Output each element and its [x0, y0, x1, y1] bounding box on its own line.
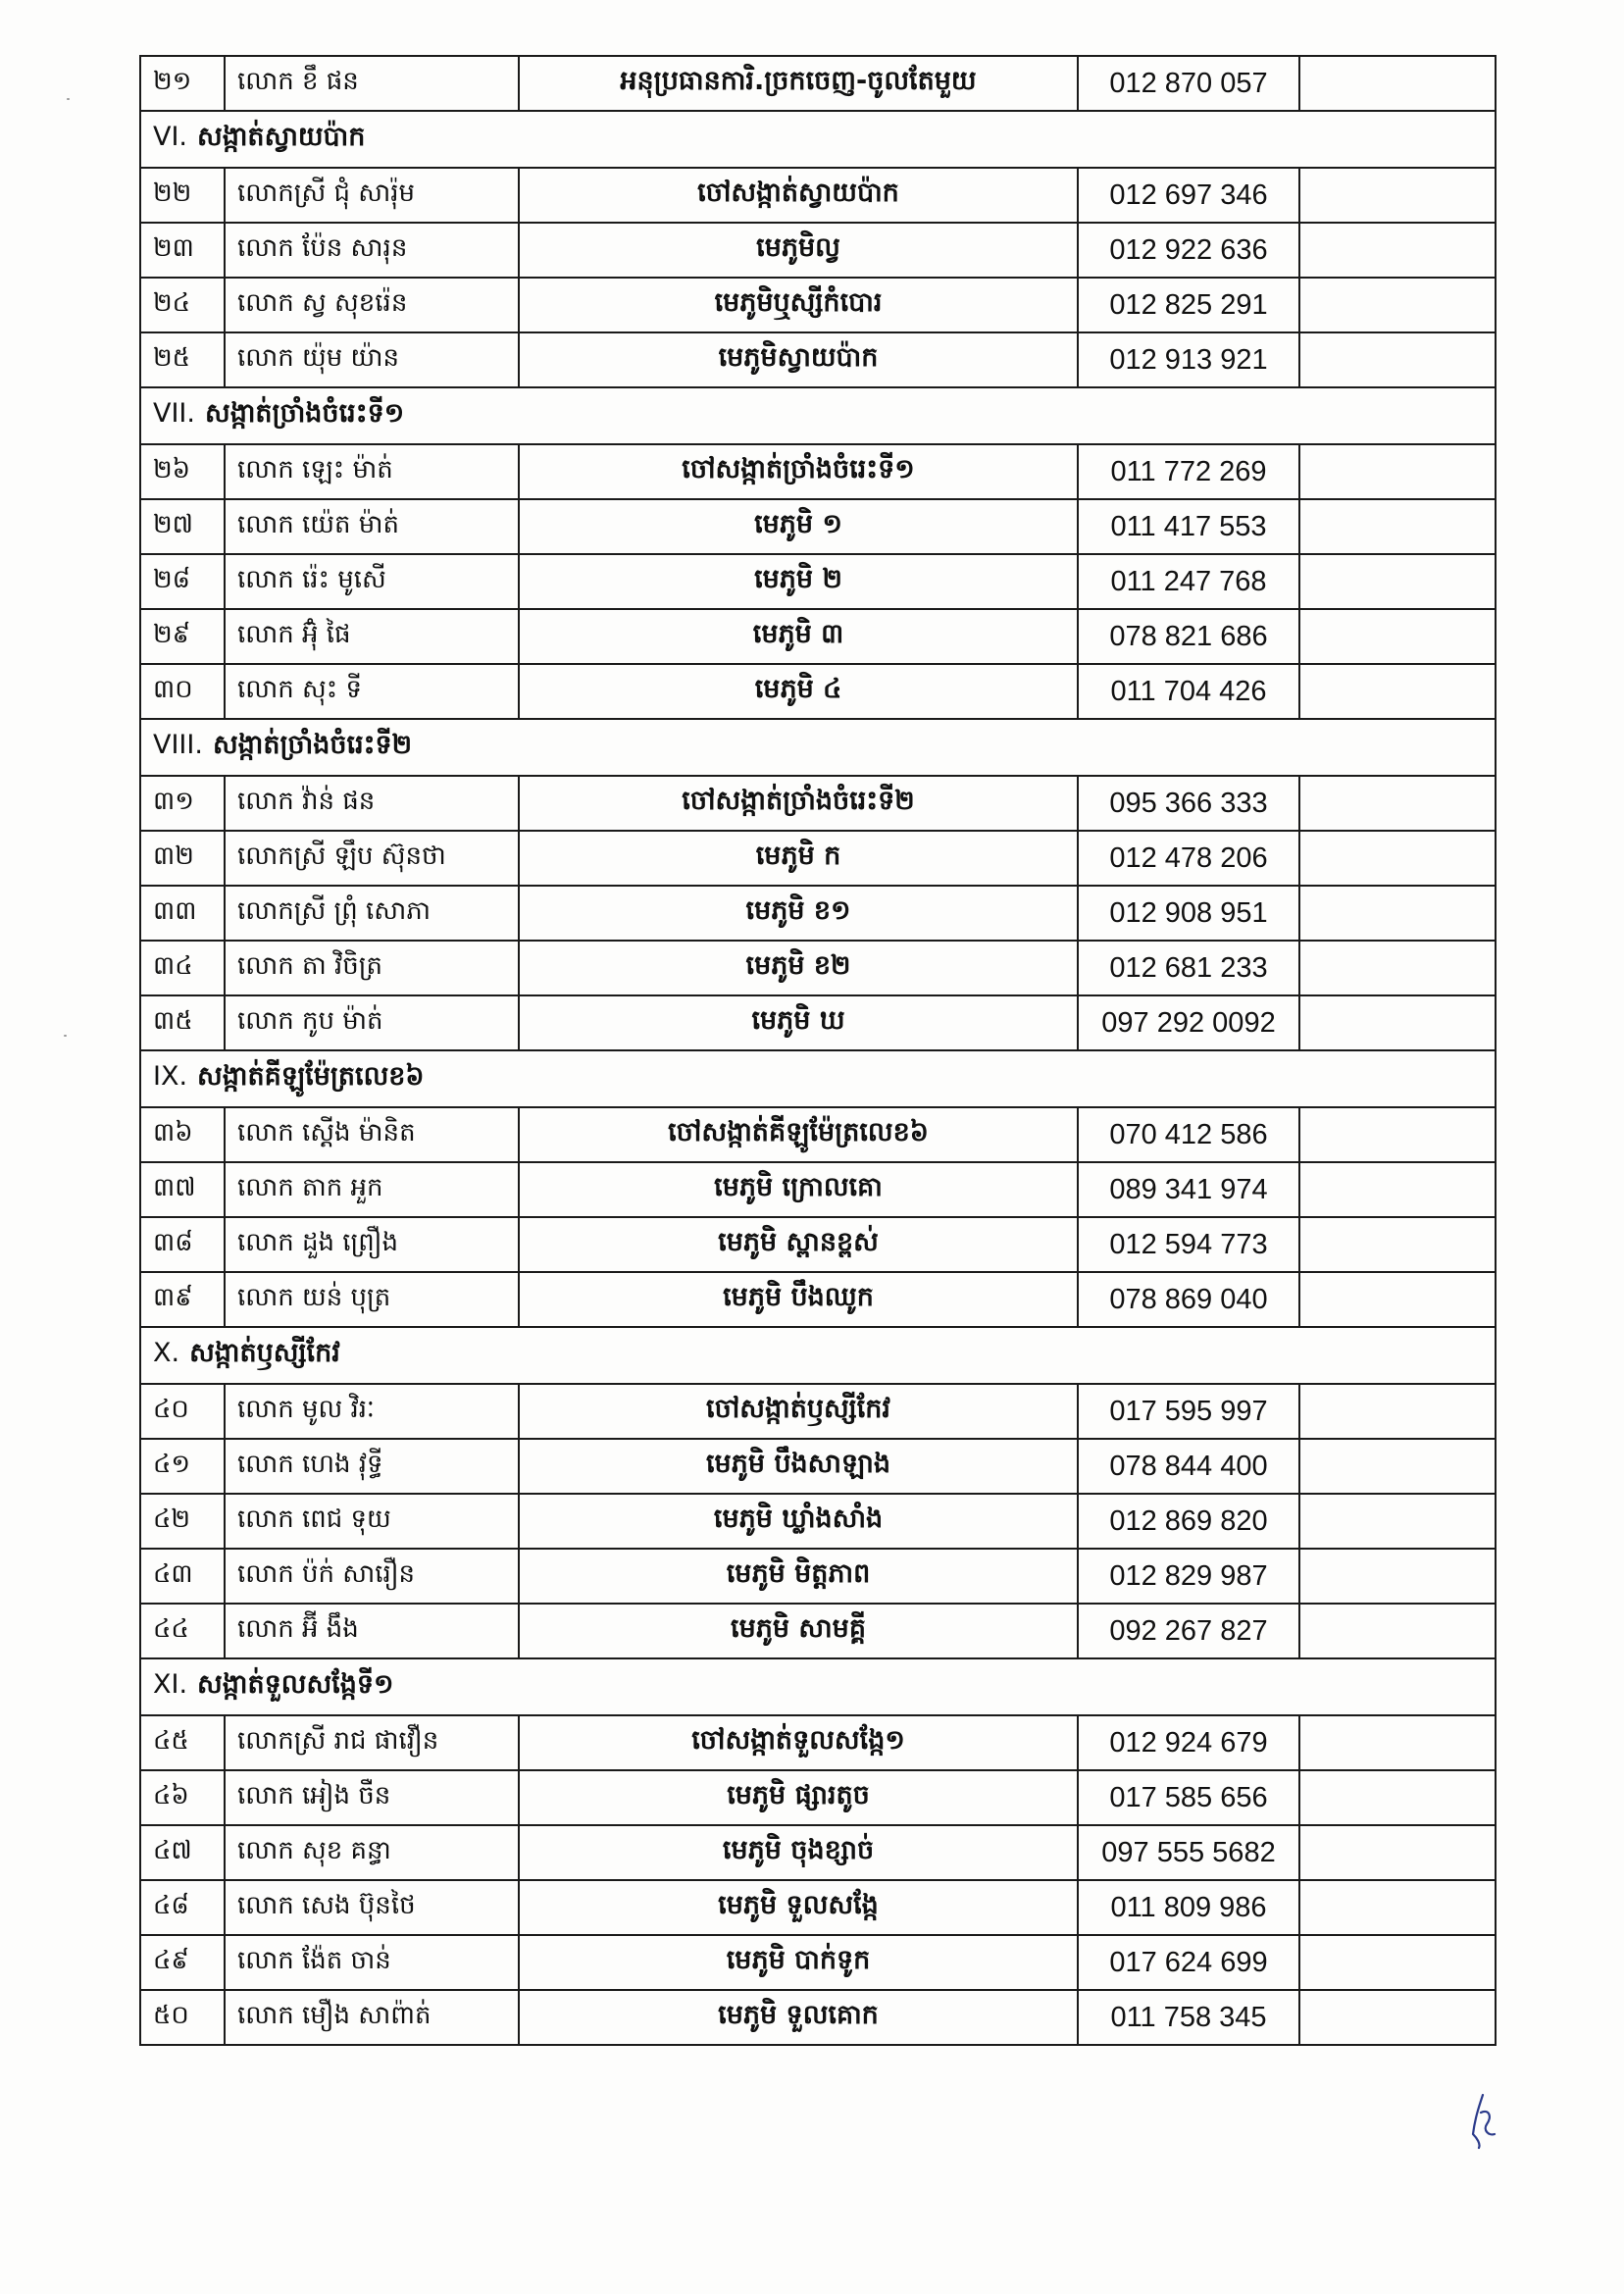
table-row: [140, 831, 1496, 886]
row-number: ៤៤: [140, 1604, 225, 1658]
blank-cell: [1299, 1217, 1496, 1272]
official-name: លោកស្រី ឡឹប ស៊ុនថា: [225, 831, 519, 886]
official-name: លោក យន់ បុត្រ: [225, 1272, 519, 1327]
section-roman-numeral: VI.: [153, 121, 188, 152]
row-number: ២៣: [140, 223, 225, 278]
section-header-row: [140, 1327, 1496, 1384]
official-position: មេភូមិ បឹងឈូក: [519, 1272, 1078, 1327]
official-name: លោក ហេង វុទ្ធី: [225, 1439, 519, 1494]
blank-cell: [1299, 444, 1496, 499]
officials-table-body: [140, 56, 1496, 2045]
row-number: ២១: [140, 56, 225, 111]
table-row: [140, 609, 1496, 664]
phone-number: 012 870 057: [1078, 56, 1299, 111]
official-name: លោក សុះ ទី: [225, 664, 519, 719]
table-row: [140, 499, 1496, 554]
row-number: ៥០: [140, 1990, 225, 2045]
section-roman-numeral: IX.: [153, 1060, 188, 1092]
row-number: ៣១: [140, 776, 225, 831]
blank-cell: [1299, 223, 1496, 278]
official-position: ចៅសង្កាត់ស្វាយប៉ាក: [519, 168, 1078, 223]
phone-number: 011 809 986: [1078, 1880, 1299, 1935]
table-row: [140, 1825, 1496, 1880]
official-position: មេភូមិស្វាយប៉ាក: [519, 332, 1078, 387]
row-number: ៣៥: [140, 995, 225, 1050]
officials-contact-table: [139, 55, 1497, 2046]
official-position: មេភូមិ បឹងសាឡាង: [519, 1439, 1078, 1494]
blank-cell: [1299, 609, 1496, 664]
section-title: សង្កាត់គីឡូម៉ែត្រលេខ៦: [197, 1060, 425, 1092]
section-header-row: [140, 387, 1496, 444]
official-position: មេភូមិ ឃ: [519, 995, 1078, 1050]
official-position: មេភូមិ ក: [519, 831, 1078, 886]
table-row: [140, 1217, 1496, 1272]
official-position: អនុប្រធានការិ.ច្រកចេញ-ចូលតែមួយ: [519, 56, 1078, 111]
blank-cell: [1299, 1990, 1496, 2045]
section-header-row: [140, 1658, 1496, 1715]
phone-number: 012 913 921: [1078, 332, 1299, 387]
row-number: ៤៦: [140, 1770, 225, 1825]
blank-cell: [1299, 499, 1496, 554]
official-name: លោក ប៉ក់ សារឿន: [225, 1549, 519, 1604]
scan-speck: [67, 98, 70, 100]
table-row: [140, 886, 1496, 941]
official-name: លោកស្រី ព្រុំ សោភា: [225, 886, 519, 941]
table-row: [140, 1990, 1496, 2045]
official-position: មេភូមិ មិត្តភាព: [519, 1549, 1078, 1604]
blank-cell: [1299, 1825, 1496, 1880]
row-number: ២៦: [140, 444, 225, 499]
row-number: ២២: [140, 168, 225, 223]
table-row: [140, 941, 1496, 995]
phone-number: 012 924 679: [1078, 1715, 1299, 1770]
official-position: មេភូមិ ២: [519, 554, 1078, 609]
official-position: មេភូមិ ទួលសង្កែ: [519, 1880, 1078, 1935]
section-title: សង្កាត់ឫស្សីកែវ: [189, 1337, 340, 1368]
official-position: ចៅសង្កាត់ច្រាំងចំរេះទី១: [519, 444, 1078, 499]
official-name: លោក មឿង សាព៉ាត់: [225, 1990, 519, 2045]
table-row: [140, 1272, 1496, 1327]
section-roman-numeral: VIII.: [153, 729, 203, 760]
section-header-cell: [140, 1050, 1496, 1107]
official-position: ចៅសង្កាត់គីឡូម៉ែត្រលេខ៦: [519, 1107, 1078, 1162]
blank-cell: [1299, 554, 1496, 609]
phone-number: 012 829 987: [1078, 1549, 1299, 1604]
phone-number: 092 267 827: [1078, 1604, 1299, 1658]
phone-number: 078 869 040: [1078, 1272, 1299, 1327]
table-row: [140, 1384, 1496, 1439]
table-row: [140, 56, 1496, 111]
row-number: ៤១: [140, 1439, 225, 1494]
row-number: ៣៨: [140, 1217, 225, 1272]
official-position: មេភូមិឬស្សីកំបោរ: [519, 278, 1078, 332]
official-name: លោក ស្តើង ម៉ានិត: [225, 1107, 519, 1162]
blank-cell: [1299, 1107, 1496, 1162]
blank-cell: [1299, 168, 1496, 223]
official-name: លោក យ៉េត ម៉ាត់: [225, 499, 519, 554]
section-header-cell: [140, 1658, 1496, 1715]
row-number: ២៧: [140, 499, 225, 554]
blank-cell: [1299, 1604, 1496, 1658]
blank-cell: [1299, 332, 1496, 387]
phone-number: 011 247 768: [1078, 554, 1299, 609]
section-header-row: [140, 719, 1496, 776]
section-roman-numeral: X.: [153, 1337, 180, 1368]
blank-cell: [1299, 1384, 1496, 1439]
official-position: មេភូមិ ខ១: [519, 886, 1078, 941]
scan-speck: [64, 1035, 67, 1037]
blank-cell: [1299, 664, 1496, 719]
official-position: មេភូមិ ក្រោលគោ: [519, 1162, 1078, 1217]
phone-number: 012 697 346: [1078, 168, 1299, 223]
official-position: មេភូមិ ចុងខ្សាច់: [519, 1825, 1078, 1880]
phone-number: 097 555 5682: [1078, 1825, 1299, 1880]
official-name: លោក អៀង ចឺន: [225, 1770, 519, 1825]
section-header-row: [140, 111, 1496, 168]
blank-cell: [1299, 56, 1496, 111]
blank-cell: [1299, 278, 1496, 332]
phone-number: 011 704 426: [1078, 664, 1299, 719]
blank-cell: [1299, 941, 1496, 995]
row-number: ៣៣: [140, 886, 225, 941]
phone-number: 011 772 269: [1078, 444, 1299, 499]
table-row: [140, 1549, 1496, 1604]
table-row: [140, 1162, 1496, 1217]
row-number: ៤៣: [140, 1549, 225, 1604]
blank-cell: [1299, 1715, 1496, 1770]
blank-cell: [1299, 1770, 1496, 1825]
phone-number: 097 292 0092: [1078, 995, 1299, 1050]
row-number: ៣៦: [140, 1107, 225, 1162]
row-number: ២៥: [140, 332, 225, 387]
official-name: លោក ដួង ព្រឿង: [225, 1217, 519, 1272]
row-number: ៣៩: [140, 1272, 225, 1327]
official-position: មេភូមិ ១: [519, 499, 1078, 554]
row-number: ៤៧: [140, 1825, 225, 1880]
blank-cell: [1299, 1549, 1496, 1604]
table-row: [140, 995, 1496, 1050]
blank-cell: [1299, 1935, 1496, 1990]
row-number: ៤២: [140, 1494, 225, 1549]
official-name: លោក តា វិចិត្រ: [225, 941, 519, 995]
table-row: [140, 1604, 1496, 1658]
phone-number: 089 341 974: [1078, 1162, 1299, 1217]
phone-number: 078 821 686: [1078, 609, 1299, 664]
row-number: ៣២: [140, 831, 225, 886]
official-name: លោក ប៉ែន សារុន: [225, 223, 519, 278]
table-row: [140, 332, 1496, 387]
official-position: មេភូមិ បាក់ទូក: [519, 1935, 1078, 1990]
official-name: លោក វ៉ាន់ ផន: [225, 776, 519, 831]
section-header-row: [140, 1050, 1496, 1107]
section-header-cell: [140, 1327, 1496, 1384]
table-row: [140, 1770, 1496, 1825]
official-name: លោក រ៉េះ មូសើ: [225, 554, 519, 609]
table-row: [140, 1107, 1496, 1162]
official-name: លោក កូប ម៉ាត់: [225, 995, 519, 1050]
section-header-cell: [140, 387, 1496, 444]
table-row: [140, 1494, 1496, 1549]
official-name: លោកស្រី ជុំ សារ៉ុម: [225, 168, 519, 223]
phone-number: 012 478 206: [1078, 831, 1299, 886]
official-name: លោក សេង ប៊ុនថៃ: [225, 1880, 519, 1935]
blank-cell: [1299, 1272, 1496, 1327]
table-row: [140, 1880, 1496, 1935]
official-name: លោក មូល វិរៈ: [225, 1384, 519, 1439]
table-row: [140, 168, 1496, 223]
table-row: [140, 1715, 1496, 1770]
official-name: លោក អ៊ី ងឹង: [225, 1604, 519, 1658]
official-position: មេភូមិ ទួលគោក: [519, 1990, 1078, 2045]
row-number: ៤៩: [140, 1935, 225, 1990]
phone-number: 011 758 345: [1078, 1990, 1299, 2045]
phone-number: 012 922 636: [1078, 223, 1299, 278]
row-number: ៤០: [140, 1384, 225, 1439]
official-name: លោក ឡេះ ម៉ាត់: [225, 444, 519, 499]
initial-mark: [1469, 2091, 1498, 2150]
section-title: សង្កាត់ច្រាំងចំរេះទី២: [212, 729, 413, 760]
row-number: ២៩: [140, 609, 225, 664]
row-number: ២៤: [140, 278, 225, 332]
official-name: លោក សុខ គន្ធា: [225, 1825, 519, 1880]
official-position: ចៅសង្កាត់ឫស្សីកែវ: [519, 1384, 1078, 1439]
official-name: លោក ង៉ែត ចាន់: [225, 1935, 519, 1990]
phone-number: 017 585 656: [1078, 1770, 1299, 1825]
table-row: [140, 1439, 1496, 1494]
row-number: ៣៧: [140, 1162, 225, 1217]
section-title: សង្កាត់ទួលសង្កែទី១: [197, 1668, 394, 1700]
official-name: លោក អ៊ុំ ផៃ: [225, 609, 519, 664]
official-position: មេភូមិ ៤: [519, 664, 1078, 719]
row-number: ២៨: [140, 554, 225, 609]
official-position: មេភូមិ ផ្សារតូច: [519, 1770, 1078, 1825]
section-title: សង្កាត់ច្រាំងចំរេះទី១: [204, 397, 405, 429]
section-roman-numeral: XI.: [153, 1668, 188, 1700]
phone-number: 012 681 233: [1078, 941, 1299, 995]
official-position: មេភូមិ ស្ពានខ្ពស់: [519, 1217, 1078, 1272]
blank-cell: [1299, 1880, 1496, 1935]
blank-cell: [1299, 1494, 1496, 1549]
section-title: សង្កាត់ស្វាយប៉ាក: [197, 121, 366, 152]
row-number: ៣៤: [140, 941, 225, 995]
blank-cell: [1299, 776, 1496, 831]
official-name: លោក ខឹ ផន: [225, 56, 519, 111]
blank-cell: [1299, 1439, 1496, 1494]
phone-number: 012 908 951: [1078, 886, 1299, 941]
phone-number: 078 844 400: [1078, 1439, 1299, 1494]
row-number: ៣០: [140, 664, 225, 719]
table-row: [140, 444, 1496, 499]
blank-cell: [1299, 886, 1496, 941]
phone-number: 017 595 997: [1078, 1384, 1299, 1439]
table-row: [140, 1935, 1496, 1990]
phone-number: 070 412 586: [1078, 1107, 1299, 1162]
official-position: ចៅសង្កាត់ច្រាំងចំរេះទី២: [519, 776, 1078, 831]
phone-number: 011 417 553: [1078, 499, 1299, 554]
official-position: ចៅសង្កាត់ទួលសង្កែ១: [519, 1715, 1078, 1770]
official-position: មេភូមិល្វ: [519, 223, 1078, 278]
phone-number: 012 825 291: [1078, 278, 1299, 332]
official-name: លោក យ៉ុម យ៉ាន: [225, 332, 519, 387]
phone-number: 017 624 699: [1078, 1935, 1299, 1990]
official-position: មេភូមិ ឃ្លាំងសាំង: [519, 1494, 1078, 1549]
table-row: [140, 664, 1496, 719]
blank-cell: [1299, 1162, 1496, 1217]
official-position: មេភូមិ ៣: [519, 609, 1078, 664]
phone-number: 012 869 820: [1078, 1494, 1299, 1549]
row-number: ៤៥: [140, 1715, 225, 1770]
official-name: លោក តាក អួក: [225, 1162, 519, 1217]
blank-cell: [1299, 995, 1496, 1050]
official-name: លោកស្រី រាជ ផាវឿន: [225, 1715, 519, 1770]
section-header-cell: [140, 719, 1496, 776]
section-header-cell: [140, 111, 1496, 168]
official-name: លោក ស្វ សុខរ៉េន: [225, 278, 519, 332]
row-number: ៤៨: [140, 1880, 225, 1935]
official-name: លោក ពេជ ទុយ: [225, 1494, 519, 1549]
official-position: មេភូមិ ខ២: [519, 941, 1078, 995]
official-position: មេភូមិ សាមគ្គី: [519, 1604, 1078, 1658]
phone-number: 012 594 773: [1078, 1217, 1299, 1272]
table-row: [140, 776, 1496, 831]
table-row: [140, 223, 1496, 278]
section-roman-numeral: VII.: [153, 397, 195, 429]
table-row: [140, 278, 1496, 332]
phone-number: 095 366 333: [1078, 776, 1299, 831]
table-row: [140, 554, 1496, 609]
blank-cell: [1299, 831, 1496, 886]
